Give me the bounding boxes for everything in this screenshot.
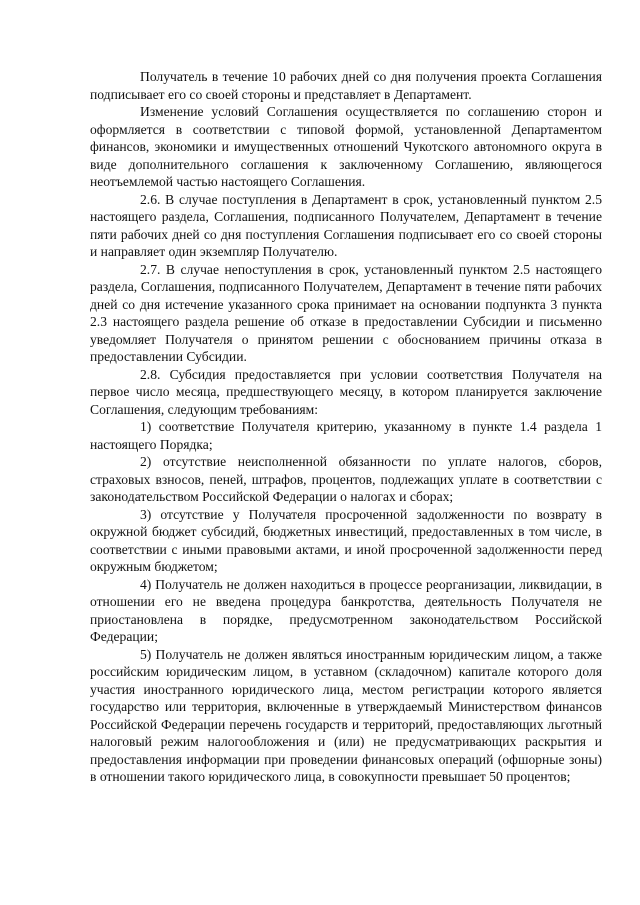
paragraph-agreement-changes: Изменение условий Соглашения осуществляется по соглашению сторон и оформляется в соответствии с типовой формой, установленной Департаментом финансов, экономики и имущественных отношений Чукотского автономного округа в виде дополнительного соглашения к заключенному Соглашению, являющегося неотъемлемой частью настоящего Соглашения. [90,104,602,189]
requirement-item-2: 2) отсутствие неисполненной обязанности по уплате налогов, сборов, страховых взносов, пеней, штрафов, процентов, подлежащих уплате в соответствии с законодательством Российской Федерации о налогах и сборах; [90,454,602,504]
document-page [90,68,602,786]
requirement-item-4: 4) Получатель не должен находиться в процессе реорганизации, ликвидации, в отношении его не введена процедура банкротства, деятельность Получателя не приостановлена в порядке, предусмотренном законодательством Российской Федерации; [90,576,602,644]
paragraph-2-7: 2.7. В случае непоступления в срок, установленный пунктом 2.5 настоящего раздела, Соглашения, подписанного Получателем, Департамент в течение пяти рабочих дней со дня истечение указанного срока принимает на основании подпункта 3 пункта 2.3 настоящего раздела решение об отказе в предоставлении Субсидии и письменно уведомляет Получателя о принятом решении с обоснованием причины отказа в предоставлении Субсидии. [90,261,602,364]
paragraph-signing-term: Получатель в течение 10 рабочих дней со дня получения проекта Соглашения подписывает его со своей стороны и представляет в Департамент. [90,69,602,102]
paragraph-2-8: 2.8. Субсидия предоставляется при условии соответствия Получателя на первое число месяца, предшествующего месяцу, в котором планируется заключение Соглашения, следующим требованиям: [90,366,602,417]
requirement-item-5: 5) Получатель не должен являться иностранным юридическим лицом, а также российским юридическим лицом, в уставном (складочном) капитале которого доля участия иностранного юридического лица, местом регистрации которого является государство или территория, включенные в утверждаемый Министерством финансов Российской Федерации перечень государств и территорий, предоставляющих льготный налоговый режим налогообложения и (или) не предусматривающих раскрытия и предоставления информации при проведении финансовых операций (офшорные зоны) в отношении такого юридического лица, в совокупности превышает 50 процентов; [90,646,602,784]
requirement-item-3: 3) отсутствие у Получателя просроченной задолженности по возврату в окружной бюджет субсидий, бюджетных инвестиций, предоставленных в том числе, в соответствии с иными правовыми актами, и иной просроченной задолженности перед окружным бюджетом; [90,506,602,574]
requirement-item-1: 1) соответствие Получателя критерию, указанному в пункте 1.4 раздела 1 настоящего Порядка; [90,419,602,452]
paragraph-2-6: 2.6. В случае поступления в Департамент в срок, установленный пунктом 2.5 настоящего раздела, Соглашения, подписанного Получателем, Департамент в течение пяти рабочих дней со дня поступления Соглашения подписывает его со своей стороны и направляет один экземпляр Получателю. [90,191,602,259]
